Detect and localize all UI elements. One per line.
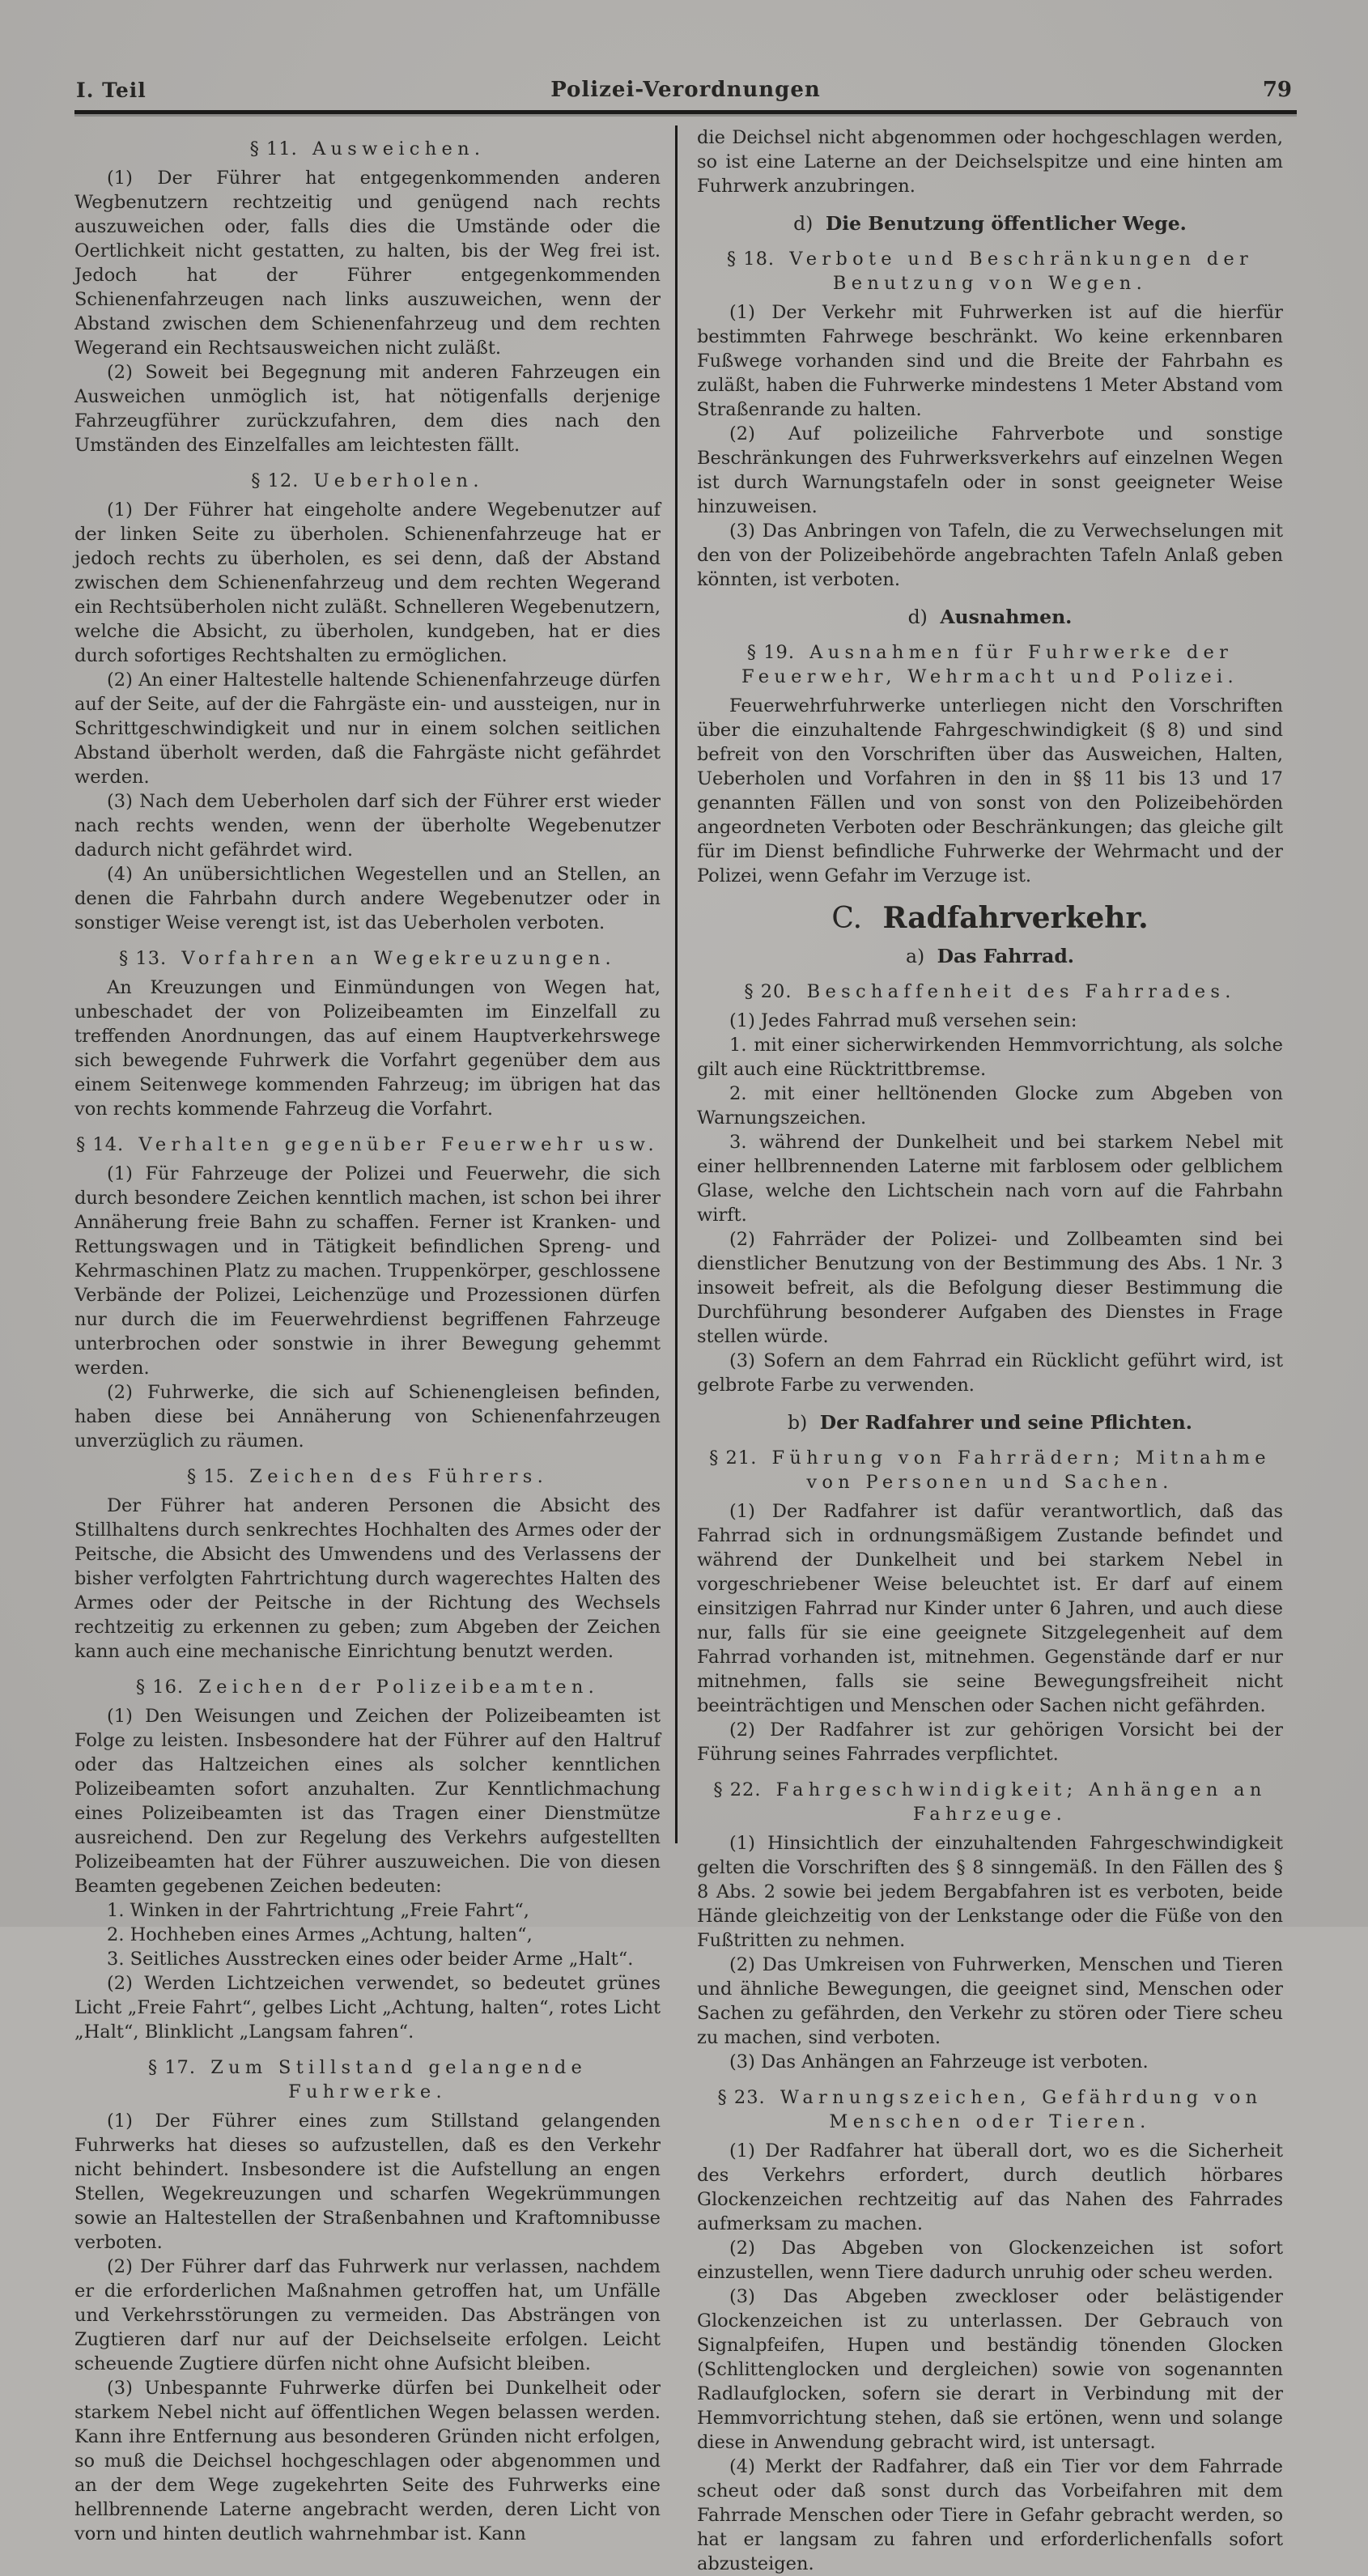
subsection-heading	[697, 1410, 1283, 1435]
law-section-heading	[74, 946, 661, 971]
list-item: 3. Seitliches Ausstrecken eines oder beider Arme „Halt“.	[107, 1949, 634, 1970]
subsection-letter: d)	[793, 212, 819, 235]
section-number: § 18.	[726, 249, 782, 270]
list-item: 3. während der Dunkelheit und bei starkem Nebel mit einer hellbrennenden Laterne mit farblosem oder gelblichem Glase, welche den Lichtschein nach vorn auf die Fahrbahn wirft.	[697, 1132, 1283, 1226]
section-title: Warnungszeichen, Gefährdung von Menschen oder Tieren.	[780, 2087, 1263, 2132]
section-title: Verbote und Beschränkungen der Benutzung von Wegen.	[789, 249, 1254, 294]
paragraph: (1) Der Führer hat entgegenkommenden anderen Wegbenutzern rechtzeitig und genügend nach rechts auszuweichen oder, falls dies die Umstände oder die Oertlichkeit nicht gestatten, zu halten, bis der Weg frei ist. Jedoch hat der Führer entgegenkommenden Schienenfahrzeugen nach links auszuweichen, wenn der Abstand zwischen dem Schienenfahrzeug und dem rechten Wegerand ein Rechtsausweichen nicht zuläßt.	[74, 168, 661, 359]
paragraph: (1) Der Radfahrer hat überall dort, wo es die Sicherheit des Verkehrs erfordert, durch deutlich hörbares Glockenzeichen rechtzeitig auf das Nahen des Fahrrades aufmerksam zu machen.	[697, 2140, 1283, 2234]
section-number: § 11.	[249, 138, 304, 159]
paragraph: (1) Für Fahrzeuge der Polizei und Feuerwehr, die sich durch besondere Zeichen kenntlich machen, ist schon bei ihrer Annäherung freie Bahn zu schaffen. Ferner ist Kranken- und Rettungswagen und in Tätigkeit befindlichen Spreng- und Kehrmaschinen Platz zu machen. Truppenkörper, geschlossene Verbände der Polizei, Leichenzüge und Prozessionen dürfen nur durch die im Feuerwehrdienst begriffenen Fahrzeuge unterbrochen oder sonstwie in ihrer Bewegung gehemmt werden.	[74, 1163, 661, 1379]
two-column-text	[74, 125, 1297, 2576]
law-section-heading	[697, 1778, 1283, 1826]
subsection-letter: a)	[906, 945, 931, 967]
paragraph: (1) Der Verkehr mit Fuhrwerken ist auf die hierfür bestimmten Fahrwege beschränkt. Wo keine erkennbaren Fußwege vorhanden sind und die Breite der Fahrbahn es zuläßt, haben die Fuhrwerke mindestens 1 Meter Abstand vom Straßenrande zu halten.	[697, 302, 1283, 420]
paragraph: die Deichsel nicht abgenommen oder hochgeschlagen werden, so ist eine Laterne an der Deichselspitze und eine hinten am Fuhrwerk anzubringen.	[697, 127, 1283, 197]
section-number: § 23.	[717, 2087, 772, 2108]
paragraph: (2) Der Radfahrer ist zur gehörigen Vorsicht bei der Führung seines Fahrrades verpflichtet.	[697, 1719, 1283, 1765]
paragraph: (3) Unbespannte Fuhrwerke dürfen bei Dunkelheit oder starkem Nebel nicht auf öffentlichen Wegen belassen werden. Kann ihre Entfernung aus besonderen Gründen nicht erfolgen, so muß die Deichsel hochgeschlagen oder abgenommen und an der dem Wege zugekehrten Seite des Fuhrwerks eine hellbrennende Laterne angebracht werden, deren Licht von vorn und hinten deutlich wahrnehmbar ist. Kann	[74, 2378, 661, 2544]
section-number: § 15.	[186, 1466, 242, 1487]
paragraph: (4) Merkt der Radfahrer, daß ein Tier vor dem Fahrrade scheut oder daß sonst durch das Vorbeifahren mit dem Fahrrade Menschen oder Tiere in Gefahr gebracht werden, so hat er langsam zu fahren und erforderlichenfalls sofort abzusteigen.	[697, 2456, 1283, 2574]
page-title: Polizei-Verordnungen	[550, 78, 821, 102]
paragraph: (3) Das Anhängen an Fahrzeuge ist verboten.	[729, 2051, 1149, 2072]
section-title: Ueberholen.	[313, 470, 484, 491]
section-number: § 20.	[744, 981, 799, 1002]
section-title: Zeichen des Führers.	[249, 1466, 549, 1487]
law-section-heading	[74, 137, 661, 161]
paragraph: (2) Fuhrwerke, die sich auf Schienengleisen befinden, haben diese bei Annäherung von Schienenfahrzeugen unverzüglich zu räumen.	[74, 1382, 661, 1452]
section-number: § 14.	[76, 1134, 131, 1155]
page-header	[74, 0, 1297, 102]
section-number: § 19.	[746, 642, 802, 663]
list-item: 1. Winken in der Fahrtrichtung „Freie Fahrt“,	[107, 1900, 529, 1921]
section-number: § 12.	[251, 470, 306, 491]
part-label: I. Teil	[76, 79, 147, 102]
paragraph: (1) Der Führer eines zum Stillstand gelangenden Fuhrwerks hat dieses so aufzustellen, daß es den Verkehr nicht behindert. Insbesondere ist die Aufstellung an engen Stellen, Wegekreuzungen und scharfen Wegekrümmungen sowie an Haltestellen der Straßenbahnen und Kraftomnibusse verboten.	[74, 2111, 661, 2253]
chapter-letter: C.	[831, 902, 872, 935]
section-number: § 13.	[119, 948, 174, 969]
section-title: Führung von Fahrrädern; Mitnahme von Personen und Sachen.	[771, 1447, 1271, 1493]
law-section-heading	[74, 1675, 661, 1699]
subsection-letter: b)	[788, 1411, 814, 1434]
section-title: Fahrgeschwindigkeit; Anhängen an Fahrzeuge.	[775, 1779, 1267, 1825]
subsection-title: Die Benutzung öffentlicher Wege.	[825, 212, 1187, 235]
paragraph: (3) Nach dem Ueberholen darf sich der Führer erst wieder nach rechts wenden, wenn der überholte Wegebenutzer dadurch nicht gefährdet wird.	[74, 791, 661, 861]
paragraph: (2) An einer Haltestelle haltende Schienenfahrzeuge dürfen auf der Seite, auf der die Fahrgäste ein- und aussteigen, nur in Schrittgeschwindigkeit und nur in einem solchen seitlichen Abstand überholt werden, daß die Fahrgäste nicht gefährdet werden.	[74, 670, 661, 788]
paragraph: Der Führer hat anderen Personen die Absicht des Stillhaltens durch senkrechtes Hochhalten des Armes oder der Peitsche, die Absicht des Umwendens und des Verlassens der bisher verfolgten Fahrtrichtung durch wagerechtes Halten des Armes oder der Peitsche in der Richtung des Wechsels rechtzeitig zu erkennen zu geben; zum Abgeben der Zeichen kann auch eine mechanische Einrichtung benutzt werden.	[74, 1495, 661, 1662]
paragraph: (2) Soweit bei Begegnung mit anderen Fahrzeugen ein Ausweichen unmöglich ist, hat nötigenfalls derjenige Fahrzeugführer zurückzufahren, dem dies nach den Umständen des Einzelfalles am leichtesten fällt.	[74, 362, 661, 456]
law-section-heading	[74, 2055, 661, 2104]
paragraph: An Kreuzungen und Einmündungen von Wegen hat, unbeschadet der von Polizeibeamten im Einzelfall zu treffenden Anordnungen, das auf einem Hauptverkehrswege sich bewegende Fuhrwerk die Vorfahrt gegenüber dem aus einem Seitenwege kommenden Fahrzeug; im übrigen hat das von rechts kommende Fahrzeug die Vorfahrt.	[74, 977, 661, 1120]
paragraph: (2) Werden Lichtzeichen verwendet, so bedeutet grünes Licht „Freie Fahrt“, gelbes Licht „Achtung, halten“, rotes Licht „Halt“, Blinklicht „Langsam fahren“.	[74, 1973, 661, 2043]
section-title: Zeichen der Polizeibeamten.	[198, 1677, 600, 1698]
paragraph: (4) An unübersichtlichen Wegestellen und an Stellen, an denen die Fahrbahn durch andere Wegebenutzer oder in sonstiger Weise verengt ist, ist das Ueberholen verboten.	[74, 864, 661, 933]
paragraph: (2) Auf polizeiliche Fahrverbote und sonstige Beschränkungen des Fuhrwerksverkehrs auf einzelnen Wegen ist durch Warnungstafeln oder in sonst geeigneter Weise hinzuweisen.	[697, 423, 1283, 517]
section-number: § 17.	[147, 2057, 203, 2078]
right-column	[697, 125, 1283, 2576]
subsection-title: Das Fahrrad.	[937, 945, 1074, 967]
list-item: 2. Hochheben eines Armes „Achtung, halten“,	[107, 1924, 533, 1945]
paragraph: (3) Das Anbringen von Tafeln, die zu Verwechselungen mit den von der Polizeibehörde angebrachten Tafeln Anlaß geben könnten, ist verboten.	[697, 521, 1283, 590]
paragraph: (2) Das Umkreisen von Fuhrwerken, Menschen und Tieren und ähnliche Bewegungen, die geeignet sind, Menschen oder Sachen zu gefährden, den Verkehr zu stören oder Tiere scheu zu machen, sind verboten.	[697, 1954, 1283, 2048]
chapter-heading	[697, 901, 1283, 935]
paragraph: (1) Der Radfahrer ist dafür verantwortlich, daß das Fahrrad sich in ordnungsmäßigem Zustande befindet und während der Dunkelheit und bei starkem Nebel in vorgeschriebener Weise beleuchtet ist. Er darf auf einem einsitzigen Fahrrad nur Kinder unter 6 Jahren, und auch diese nur, falls für sie eine geeignete Sitzgelegenheit auf dem Fahrrad vorhanden ist, mitnehmen. Gegenstände darf er nur mitnehmen, falls sie seine Bewegungsfreiheit nicht beeinträchtigen und Menschen oder Sachen nicht gefährden.	[697, 1501, 1283, 1716]
law-section-heading	[697, 980, 1283, 1004]
section-number: § 21.	[709, 1447, 764, 1469]
paragraph: (1) Der Führer hat eingeholte andere Wegebenutzer auf der linken Seite zu überholen. Schienenfahrzeuge hat er jedoch rechts zu überholen, es sei denn, daß der Abstand zwischen dem Schienenfahrzeug und dem rechten Wegerand ein Rechtsüberholen nicht zuläßt. Schnelleren Wegebenutzern, welche die Absicht, zu überholen, kundgeben, hat er dies durch sofortiges Rechtshalten zu ermöglichen.	[74, 499, 661, 666]
section-title: Verhalten gegenüber Feuerwehr usw.	[138, 1134, 659, 1155]
subsection-title: Der Radfahrer und seine Pflichten.	[819, 1411, 1192, 1434]
law-section-heading	[74, 469, 661, 493]
section-number: § 22.	[713, 1779, 768, 1800]
subsection-letter: d)	[907, 606, 934, 628]
paragraph: (1) Jedes Fahrrad muß versehen sein:	[729, 1010, 1077, 1031]
left-column	[74, 125, 661, 2546]
subsection-heading	[697, 211, 1283, 236]
paragraph: (2) Der Führer darf das Fuhrwerk nur verlassen, nachdem er die erforderlichen Maßnahmen getroffen hat, um Unfälle und Verkehrsstörungen zu vermeiden. Das Absträngen von Zugtieren darf nur auf der Deichselseite erfolgen. Leicht scheuende Zugtiere dürfen nicht ohne Aufsicht bleiben.	[74, 2256, 661, 2374]
chapter-title: Radfahrverkehr.	[882, 901, 1149, 935]
law-section-heading	[74, 1133, 661, 1157]
law-section-heading	[697, 1446, 1283, 1494]
list-item: 1. mit einer sicherwirkenden Hemmvorrichtung, als solche gilt auch eine Rücktrittbremse.	[697, 1035, 1283, 1080]
section-title: Beschaffenheit des Fahrrades.	[806, 981, 1236, 1002]
paragraph: Feuerwehrfuhrwerke unterliegen nicht den Vorschriften über die einzuhaltende Fahrgeschwindigkeit (§ 8) und sind befreit von den Vorschriften über das Ausweichen, Halten, Ueberholen und Vorfahren in den in §§ 11 bis 13 und 17 genannten Fällen und von sonst von den Polizeibehörden angeordneten Verboten oder Beschränkungen; das gleiche gilt für im Dienst befindliche Fuhrwerke der Wehrmacht und der Polizei, wenn Gefahr im Verzuge ist.	[697, 695, 1283, 886]
paragraph: (3) Sofern an dem Fahrrad ein Rücklicht geführt wird, ist gelbrote Farbe zu verwenden.	[697, 1350, 1283, 1396]
subsection-heading	[697, 944, 1283, 968]
section-number: § 16.	[135, 1677, 191, 1698]
list-item: 2. mit einer helltönenden Glocke zum Abgeben von Warnungszeichen.	[697, 1083, 1283, 1129]
paragraph: (1) Hinsichtlich der einzuhaltenden Fahrgeschwindigkeit gelten die Vorschriften des § 8 sinngemäß. In den Fällen des § 8 Abs. 2 sowie bei jedem Bergabfahren ist es verboten, beide Hände gleichzeitig von der Lenkstange oder die Füße von den Fußtritten zu nehmen.	[697, 1833, 1283, 1951]
page-number: 79	[1262, 78, 1292, 102]
subsection-heading	[697, 605, 1283, 629]
law-section-heading	[697, 247, 1283, 295]
section-title: Zum Stillstand gelangende Fuhrwerke.	[210, 2057, 588, 2102]
section-title: Ausnahmen für Fuhrwerke der Feuerwehr, Wehrmacht und Polizei.	[741, 642, 1238, 687]
paragraph: (2) Fahrräder der Polizei- und Zollbeamten sind bei dienstlicher Benutzung von der Bestimmung des Abs. 1 Nr. 3 insoweit befreit, als die Befolgung dieser Bestimmung die Durchführung besonderer Aufgaben des Dienstes in Frage stellen würde.	[697, 1229, 1283, 1347]
section-title: Vorfahren an Wegekreuzungen.	[181, 948, 616, 969]
column-divider-rule	[675, 125, 678, 1843]
law-section-heading	[697, 2085, 1283, 2134]
paragraph: (1) Den Weisungen und Zeichen der Polizeibeamten ist Folge zu leisten. Insbesondere hat der Führer auf den Haltruf oder das Haltzeichen eines als solcher kenntlichen Polizeibeamten sofort anzuhalten. Zur Kenntlichmachung eines Polizeibeamten ist das Tragen einer Dienstmütze ausreichend. Den zur Regelung des Verkehrs aufgestellten Polizeibeamten hat der Führer auszuweichen. Die von diesen Beamten gegebenen Zeichen bedeuten:	[74, 1706, 661, 1897]
paragraph: (2) Das Abgeben von Glockenzeichen ist sofort einzustellen, wenn Tiere dadurch unruhig oder scheu werden.	[697, 2238, 1283, 2283]
section-title: Ausweichen.	[312, 138, 486, 159]
paragraph: (3) Das Abgeben zweckloser oder belästigender Glockenzeichen ist zu unterlassen. Der Gebrauch von Signalpfeifen, Hupen und beständig tönenden Glocken (Schlittenglocken und dergleichen) sowie von sogenannten Radlaufglocken, sofern sie derart in Verbindung mit der Hemmvorrichtung stehen, daß sie ertönen, wenn und solange diese in Anwendung gebracht wird, ist untersagt.	[697, 2286, 1283, 2453]
law-section-heading	[697, 640, 1283, 689]
header-rule	[74, 110, 1297, 114]
law-section-heading	[74, 1464, 661, 1489]
subsection-title: Ausnahmen.	[940, 606, 1073, 628]
